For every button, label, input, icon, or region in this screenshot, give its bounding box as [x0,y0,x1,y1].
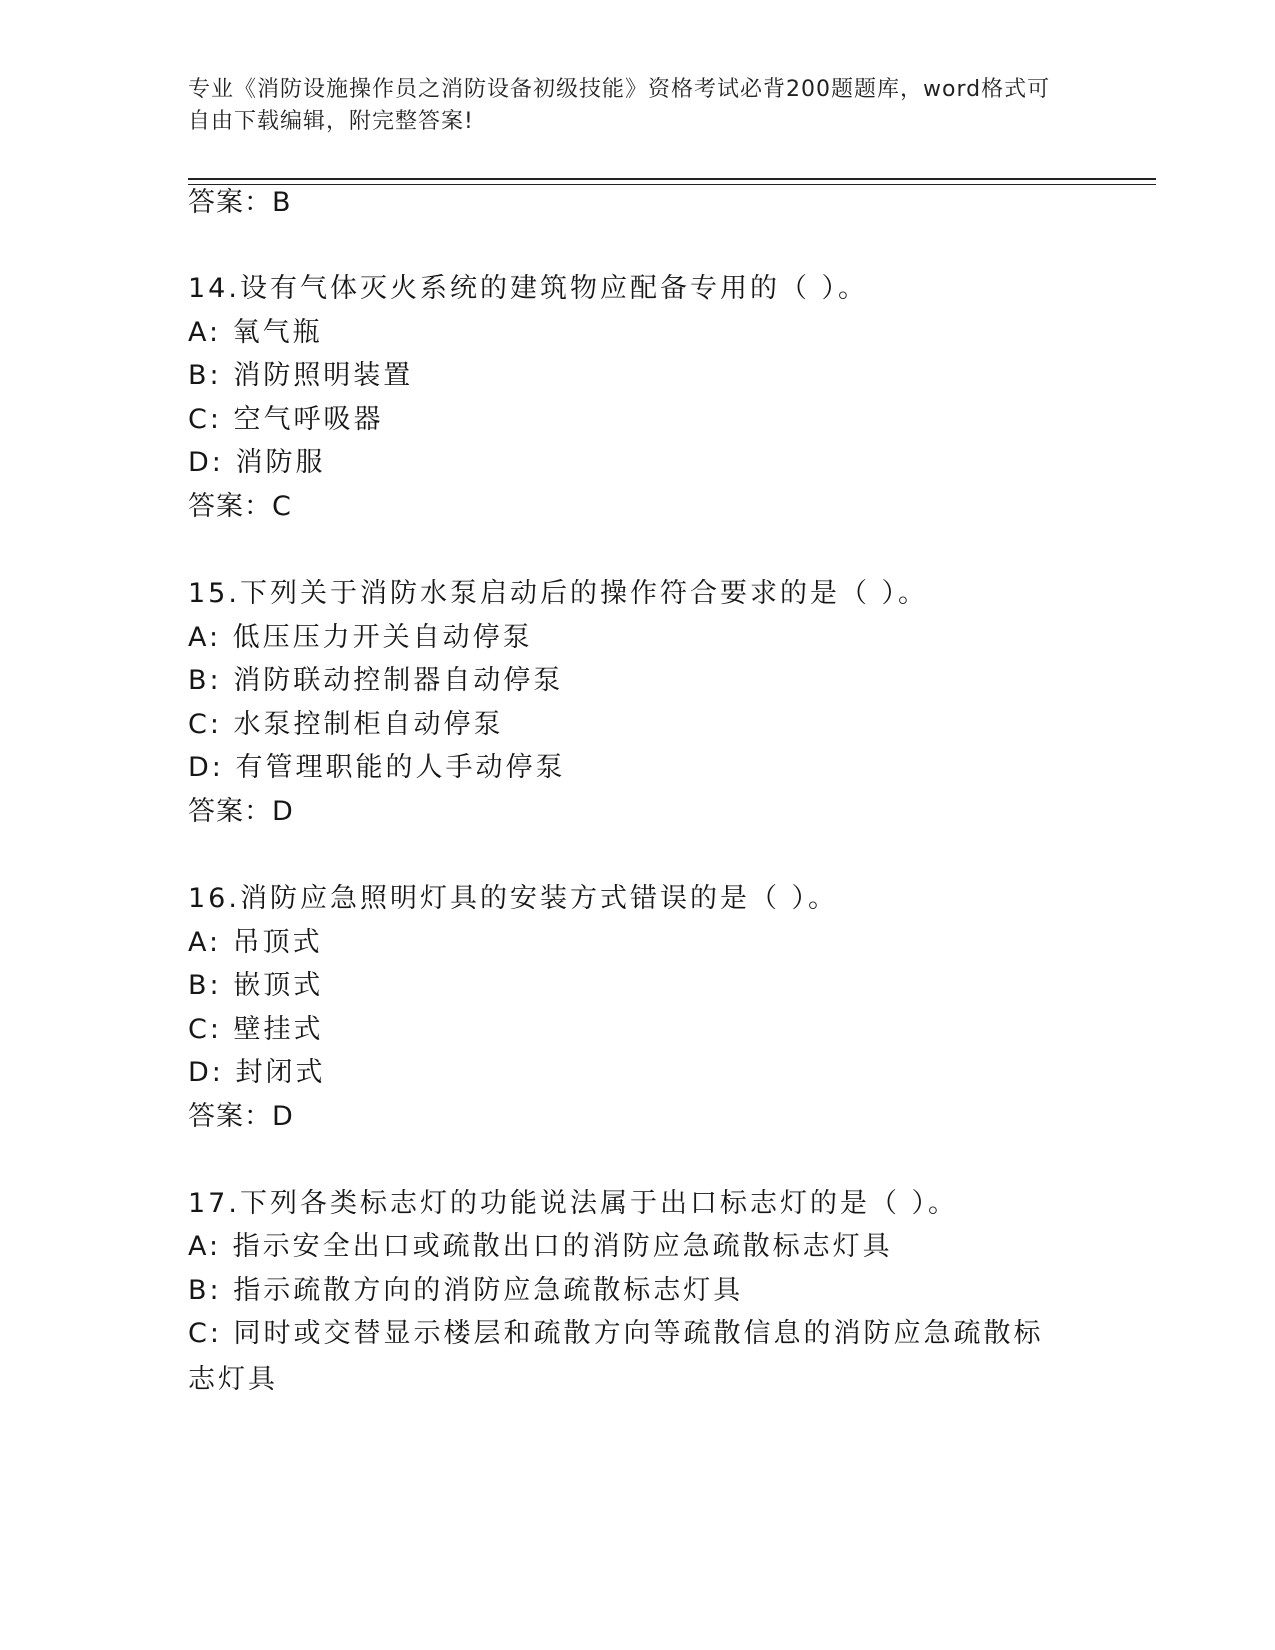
question-option: B: 消防联动控制器自动停泵 [188,665,564,696]
answer-label: 答案：D [188,1101,294,1132]
header-divider-thin [188,184,1156,185]
question-option: D: 消防服 [188,447,326,478]
question-stem: 14.设有气体灭火系统的建筑物应配备专用的（ ）。 [188,273,869,304]
question-option: C: 水泵控制柜自动停泵 [188,709,504,740]
question-stem: 17.下列各类标志灯的功能说法属于出口标志灯的是（ ）。 [188,1188,959,1219]
question-option: A: 指示安全出口或疏散出口的消防应急疏散标志灯具 [188,1231,893,1262]
question-option: B: 消防照明装置 [188,360,414,391]
answer-label: 答案：C [188,491,292,522]
question-option: A: 吊顶式 [188,927,323,958]
answer-label: 答案：D [188,796,294,827]
question-option: C: 空气呼吸器 [188,404,384,435]
question-option: B: 嵌顶式 [188,970,324,1001]
header-divider-thick [188,178,1156,180]
question-option: B: 指示疏散方向的消防应急疏散标志灯具 [188,1275,744,1306]
answer-label: 答案：B [188,187,292,218]
question-option: C: 壁挂式 [188,1014,324,1045]
page-header: 专业《消防设施操作员之消防设备初级技能》资格考试必背200题题库，word格式可自由下载编辑，附完整答案! [188,77,1051,134]
question-option: D: 封闭式 [188,1057,326,1088]
question-option: C: 同时或交替显示楼层和疏散方向等疏散信息的消防应急疏散标志灯具 [188,1318,1044,1395]
question-stem: 15.下列关于消防水泵启动后的操作符合要求的是（ ）。 [188,578,929,609]
question-stem: 16.消防应急照明灯具的安装方式错误的是（ ）。 [188,883,839,914]
question-option: D: 有管理职能的人手动停泵 [188,752,566,783]
question-option: A: 低压压力开关自动停泵 [188,622,533,653]
question-option: A: 氧气瓶 [188,317,323,348]
